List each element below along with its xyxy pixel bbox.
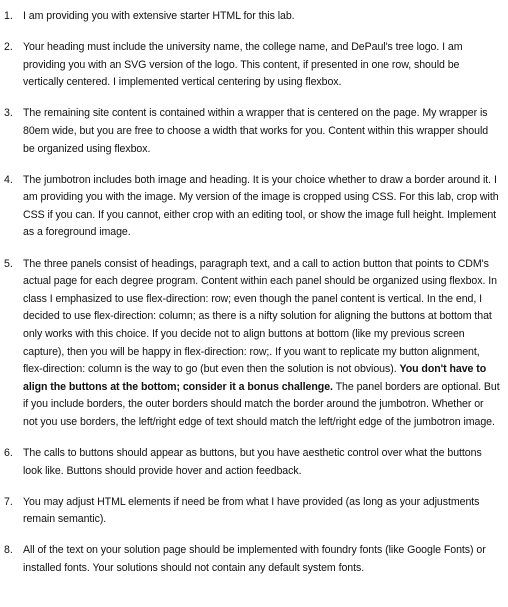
list-item [4, 8, 500, 26]
list-item-number: 2. [4, 41, 13, 54]
list-item-text [23, 8, 500, 26]
list-item-text [23, 494, 500, 529]
text-segment: The remaining site content is contained within a wrapper that is centered on the page. My wrapper is 80em wide, but you are free to choose a width that works for you. Content within this wrapper should be organized using flexbox. [23, 107, 489, 155]
list-item-text [23, 256, 500, 432]
list-item-number: 1. [4, 10, 13, 22]
list-item-text [23, 105, 500, 158]
list-item-number: 4. [4, 173, 13, 186]
list-item-number: 3. [4, 107, 13, 120]
numbered-instruction-list [4, 8, 500, 578]
list-item-number: 8. [4, 544, 13, 557]
text-segment: The jumbotron includes both image and heading. It is your choice whether to draw a border around it. I am providing you with the image. My version of the image is cropped using CSS. For this lab, crop with CSS if you can. If you cannot, either crop with an editing tool, or show the image full height. Implement as a foreground image. [23, 173, 499, 239]
list-item [4, 445, 500, 480]
list-item [4, 105, 500, 158]
list-item [4, 256, 500, 432]
list-item-text [23, 172, 500, 242]
list-item-text [23, 542, 500, 577]
list-item-number: 7. [4, 495, 13, 508]
list-item-number: 6. [4, 446, 13, 459]
list-item [4, 172, 500, 242]
text-segment: The panel borders are optional. But if you include borders, the outer borders should match the border around the jumbotron. Whether or not you use borders, the left/right edge of text should match the left/right edge of the jumbotron image. [23, 380, 500, 428]
text-segment: The three panels consist of headings, paragraph text, and a call to action button that points to CDM's actual page for each degree program. Content within each panel should be organized using flexbox. In class I emphasized to use flex-direction: row; even though the panel content is vertical. In the end, I decided to use flex-direction: column; as there is a nifty solution for aligning the buttons at bottom that only works with this choice. If you decide not to align buttons at bottom (like my previous screen capture), then you will be happy in flex-direction: row;. If you want to replicate my button alignment, flex-direction: column is the way to go (but even then the solution is not obvious). [23, 257, 497, 376]
emphasized-text: You don't have to align the buttons at the bottom; consider it a bonus challenge. [23, 363, 487, 393]
list-item-number: 5. [4, 257, 13, 270]
list-item [4, 39, 500, 92]
text-segment: The calls to buttons should appear as buttons, but you have aesthetic control over what the buttons look like. Buttons should provide hover and action feedback. [23, 446, 482, 477]
list-item-text [23, 39, 500, 92]
text-segment: Your heading must include the university name, the college name, and DePaul's tree logo. I am providing you with an SVG version of the logo. This content, if presented in one row, should be vertically centered. I implemented vertical centering by using flexbox. [23, 41, 463, 89]
list-item [4, 542, 500, 577]
list-item [4, 494, 500, 529]
text-segment: I am providing you with extensive starter HTML for this lab. [23, 10, 295, 22]
text-segment: All of the text on your solution page should be implemented with foundry fonts (like Google Fonts) or installed fonts. Your solutions should not contain any default system fonts. [23, 544, 486, 574]
list-item-text [23, 445, 500, 480]
text-segment: You may adjust HTML elements if need be from what I have provided (as long as your adjustments remain semantic). [23, 495, 480, 526]
